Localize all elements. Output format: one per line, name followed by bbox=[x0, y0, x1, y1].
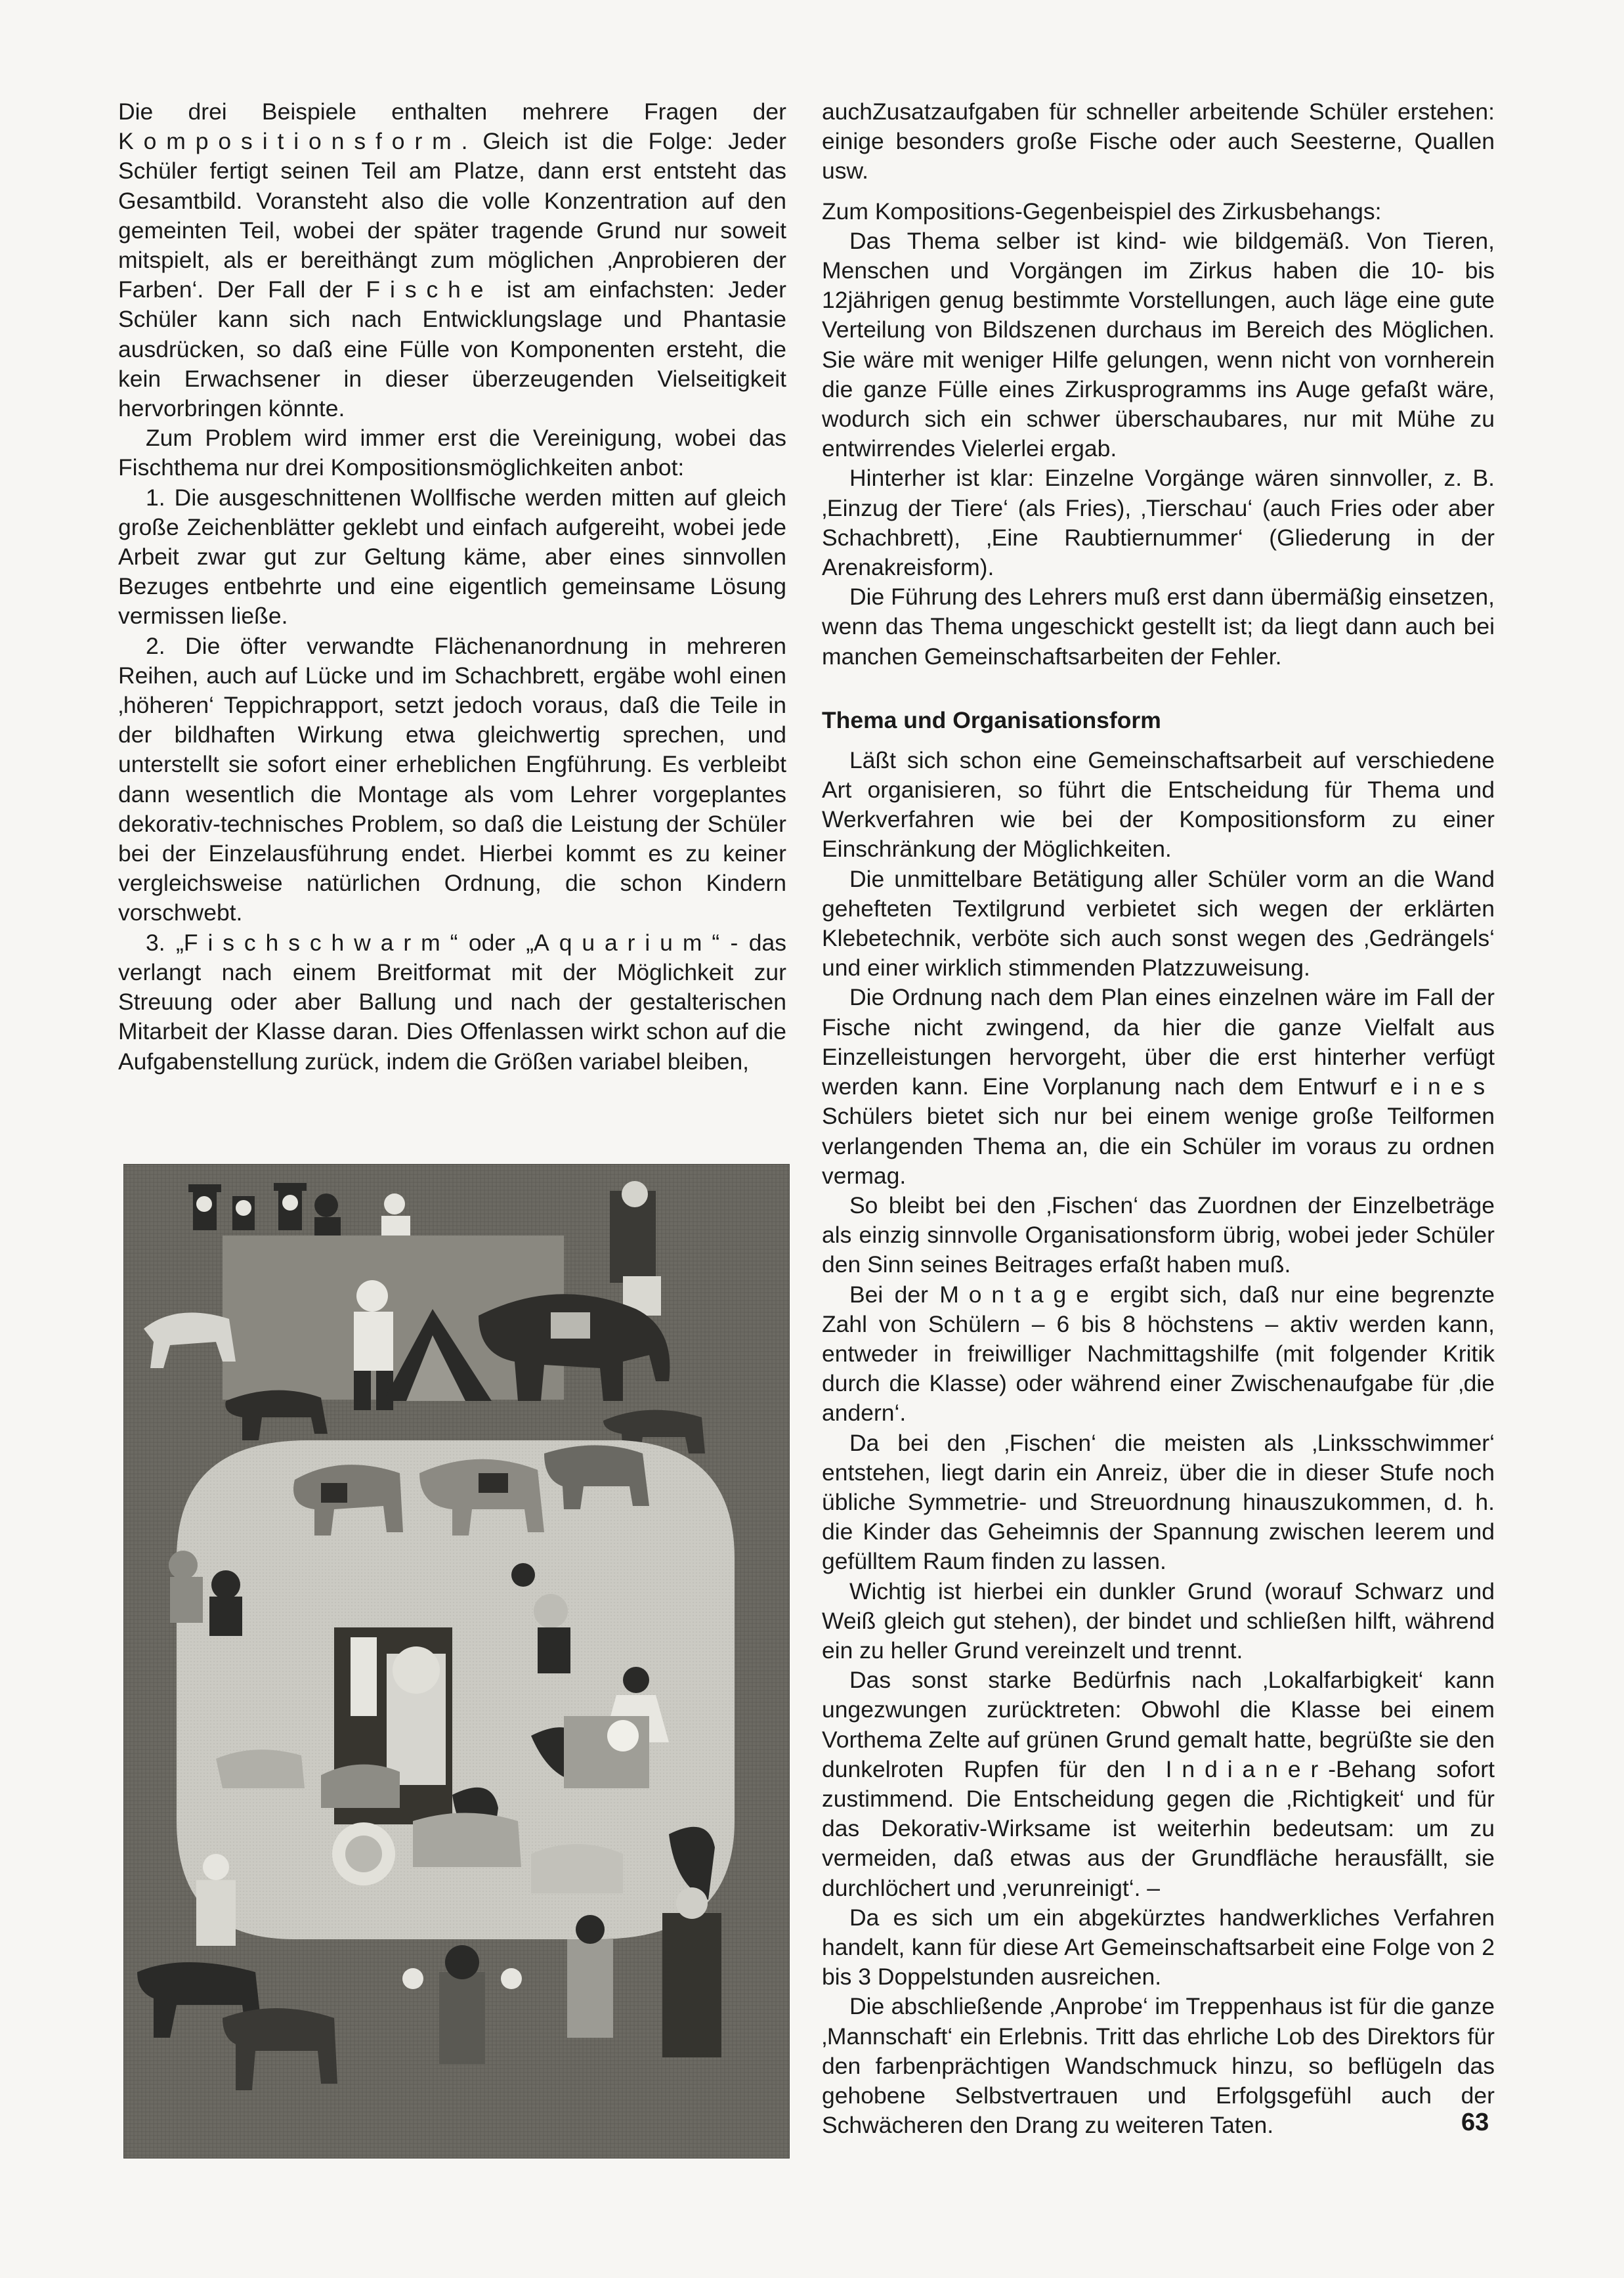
emphasis: Fischschwarm bbox=[183, 929, 450, 956]
paragraph: auchZusatzaufgaben für schneller arbeitende Schüler erstehen: einige besonders große Fische oder auch Seesterne, Quallen usw. bbox=[822, 98, 1495, 184]
circus-collage-photo bbox=[123, 1164, 790, 2159]
paragraph: Hinterher ist klar: Einzelne Vorgänge wären sinnvoller, z. B. ‚Einzug der Tiere‘ (als Fries), ‚Tierschau‘ (auch Fries oder aber Schachbrett), ‚Eine Raubtiernummer‘ (Gliederung in der Arenakreisform). bbox=[822, 465, 1495, 581]
emphasis: Montage bbox=[939, 1281, 1099, 1308]
list-item: 2. Die öfter verwandte Flächenanordnung in mehreren Reihen, auch auf Lücke und im Schachbrett, ergäbe wohl einen ‚höheren‘ Teppichrapport, setzt jedoch voraus, daß die Teile in der bildhaften Wirkung etwa gleichwertig sprechen, und unterstellt sie sofort einer erheblichen Engführung. Es verbleibt dann wesentlich die Montage als vom Lehrer vorgeplantes dekorativ-technisches Problem, so daß die Leistung der Schüler bei der Einzelausführung endet. Hierbei kommt es zu keiner vergleichsweise natürlichen Ordnung, die schon Kindern vorschwebt. bbox=[118, 632, 786, 926]
paragraph: Die drei Beispiele enthalten mehrere Fragen der Kompositionsform. Gleich ist die Folge: Jeder Schüler fertigt seinen Teil am Platze, dann erst entsteht das Gesamtbild. Voransteht also die volle Konzentration auf den gemeinten Teil, wobei der später tragende Grund nur soweit mitspielt, als er bereithängt zum möglichen ‚Anprobieren der Farben‘. Der Fall der Fische ist am einfachsten: Jeder Schüler kann sich nach Entwicklungslage und Phantasie ausdrücken, so daß eine Fülle von Komponenten ersteht, die kein Erwachsener in dieser überzeugenden Vielseitigkeit hervorbringen könnte. bbox=[118, 98, 786, 422]
circus-collage-icon bbox=[124, 1165, 789, 2158]
paragraph: Wichtig ist hierbei ein dunkler Grund (worauf Schwarz und Weiß gleich gut stehen), der bindet und schließen hilft, während ein zu heller Grund vereinzelt und trennt. bbox=[822, 1578, 1495, 1664]
emphasis: Aquarium bbox=[534, 929, 712, 956]
paragraph: Bei der Montage ergibt sich, daß nur eine begrenzte Zahl von Schülern – 6 bis 8 höchstens – aktiv werden kann, entweder in freiwilliger Nachmittagshilfe (mit folgender Kritik durch die Klasse) oder während einer Zwischenaufgabe für ‚die andern‘. bbox=[822, 1281, 1495, 1427]
paragraph: Zum Problem wird immer erst die Vereinigung, wobei das Fischthema nur drei Kompositionsmöglichkeiten anbot: bbox=[118, 425, 786, 481]
paragraph: Zum Kompositions-Gegenbeispiel des Zirkusbehangs: bbox=[822, 198, 1382, 225]
emphasis: Fische bbox=[366, 276, 494, 303]
list-item: 1. Die ausgeschnittenen Wollfische werden mitten auf gleich große Zeichenblätter geklebt und einfach aufgereiht, wobei jede Arbeit zwar gut zur Geltung käme, aber eines sinnvollen Bezuges entbehrte und eine eigentlich gemeinsame Lösung vermissen ließe. bbox=[118, 484, 786, 630]
right-column bbox=[822, 97, 1495, 2140]
paragraph: Da es sich um ein abgekürztes handwerkliches Verfahren handelt, kann für diese Art Gemeinschaftsarbeit eine Folge von 2 bis 3 Doppelstunden ausreichen. bbox=[822, 1904, 1495, 1990]
paragraph: Die unmittelbare Betätigung aller Schüler vorm an die Wand gehefteten Textilgrund verbietet sich wegen der erklärten Klebetechnik, verböte sich auch sonst wegen des ‚Gedrängels‘ und einer wirklich stimmenden Platzzuweisung. bbox=[822, 865, 1495, 981]
page-number: 63 bbox=[1461, 2109, 1489, 2136]
paragraph: Läßt sich schon eine Gemeinschaftsarbeit auf verschiedene Art organisieren, so führt die Entscheidung für Thema und Werkverfahren wie bei der Kompositionsform zu einer Einschränkung der Möglichkeiten. bbox=[822, 746, 1495, 863]
paragraph: So bleibt bei den ‚Fischen‘ das Zuordnen der Einzelbeträge als einzig sinnvolle Organisationsform übrig, wobei jeder Schüler den Sinn seines Beitrages erfaßt haben muß. bbox=[822, 1192, 1495, 1278]
paragraph: Die Führung des Lehrers muß erst dann übermäßig einsetzen, wenn das Thema ungeschickt gestellt ist; da liegt dann auch bei manchen Gemeinschaftsarbeiten der Fehler. bbox=[822, 584, 1495, 670]
paragraph: Da bei den ‚Fischen‘ die meisten als ‚Linksschwimmer‘ entstehen, liegt darin ein Anreiz, über die in dieser Stufe noch übliche Symmetrie- und Streuordnung hinauszukommen, d. h. die Kinder das Geheimnis der Spannung zwischen leerem und gefülltem Raum finden zu lassen. bbox=[822, 1429, 1495, 1575]
paragraph: Die abschließende ‚Anprobe‘ im Treppenhaus ist für die ganze ‚Mannschaft‘ ein Erlebnis. Tritt das ehrliche Lob des Direktors für den farbenprächtigen Wandschmuck hinzu, so beflügeln das gehobene Selbstvertrauen und Erfolgsgefühl auch der Schwächeren den Drang zu weiteren Taten. bbox=[822, 1993, 1495, 2139]
emphasis: Kompositionsform bbox=[118, 128, 461, 155]
emphasis: eines bbox=[1390, 1073, 1495, 1100]
emphasis: Indianer bbox=[1165, 1755, 1329, 1782]
paragraph: Das sonst starke Bedürfnis nach ‚Lokalfarbigkeit‘ kann ungezwungen zurücktreten: Obwohl die Klasse bei einem Vorthema Zelte auf grünen Grund gemalt hatte, begrüßte sie den dunkelroten Rupfen für den Indianer-Behang sofort zustimmend. Die Entscheidung gegen die ‚Richtigkeit‘ und für das Dekorativ-Wirksame ist weiterhin bedeutsam: um zu vermeiden, daß etwas aus der Grundfläche herausfällt, sie durchlöchert und ‚verunreinigt‘. – bbox=[822, 1667, 1495, 1901]
list-item: 3. „Fischschwarm“ oder „Aquarium“ - das verlangt nach einem Breitformat mit der Möglichkeit zur Streuung oder aber Ballung und nach der gestalterischen Mitarbeit der Klasse daran. Dies Offenlassen wirkt schon auf die Aufgabenstellung zurück, indem die Größen variabel bleiben, bbox=[118, 929, 787, 1075]
left-column bbox=[118, 97, 786, 1077]
section-heading: Thema und Organisationsform bbox=[822, 706, 1161, 733]
paragraph: Das Thema selber ist kind- wie bildgemäß. Von Tieren, Menschen und Vorgängen im Zirkus haben die 10- bis 12jährigen genug bestimmte Vorstellungen, auch läge eine gute Verteilung von Bildszenen durchaus im Bereich des Möglichen. Sie wäre mit weniger Hilfe gelungen, wenn nicht von vornherein die ganze Fülle eines Zirkusprogramms ins Auge gefaßt wäre, wodurch sich ein schwer überschaubares, nur mit Mühe zu entwirrendes Vielerlei ergab. bbox=[822, 227, 1495, 462]
paragraph: Die Ordnung nach dem Plan eines einzelnen wäre im Fall der Fische nicht zwingend, da hier die ganze Vielfalt aus Einzelleistungen hervorgeht, über die erst hinterher verfügt werden kann. Eine Vorplanung nach dem Entwurf eines Schülers bietet sich nur bei einem wenige große Teilformen verlangenden Thema an, die ein Schüler im voraus zu ordnen vermag. bbox=[822, 984, 1495, 1189]
